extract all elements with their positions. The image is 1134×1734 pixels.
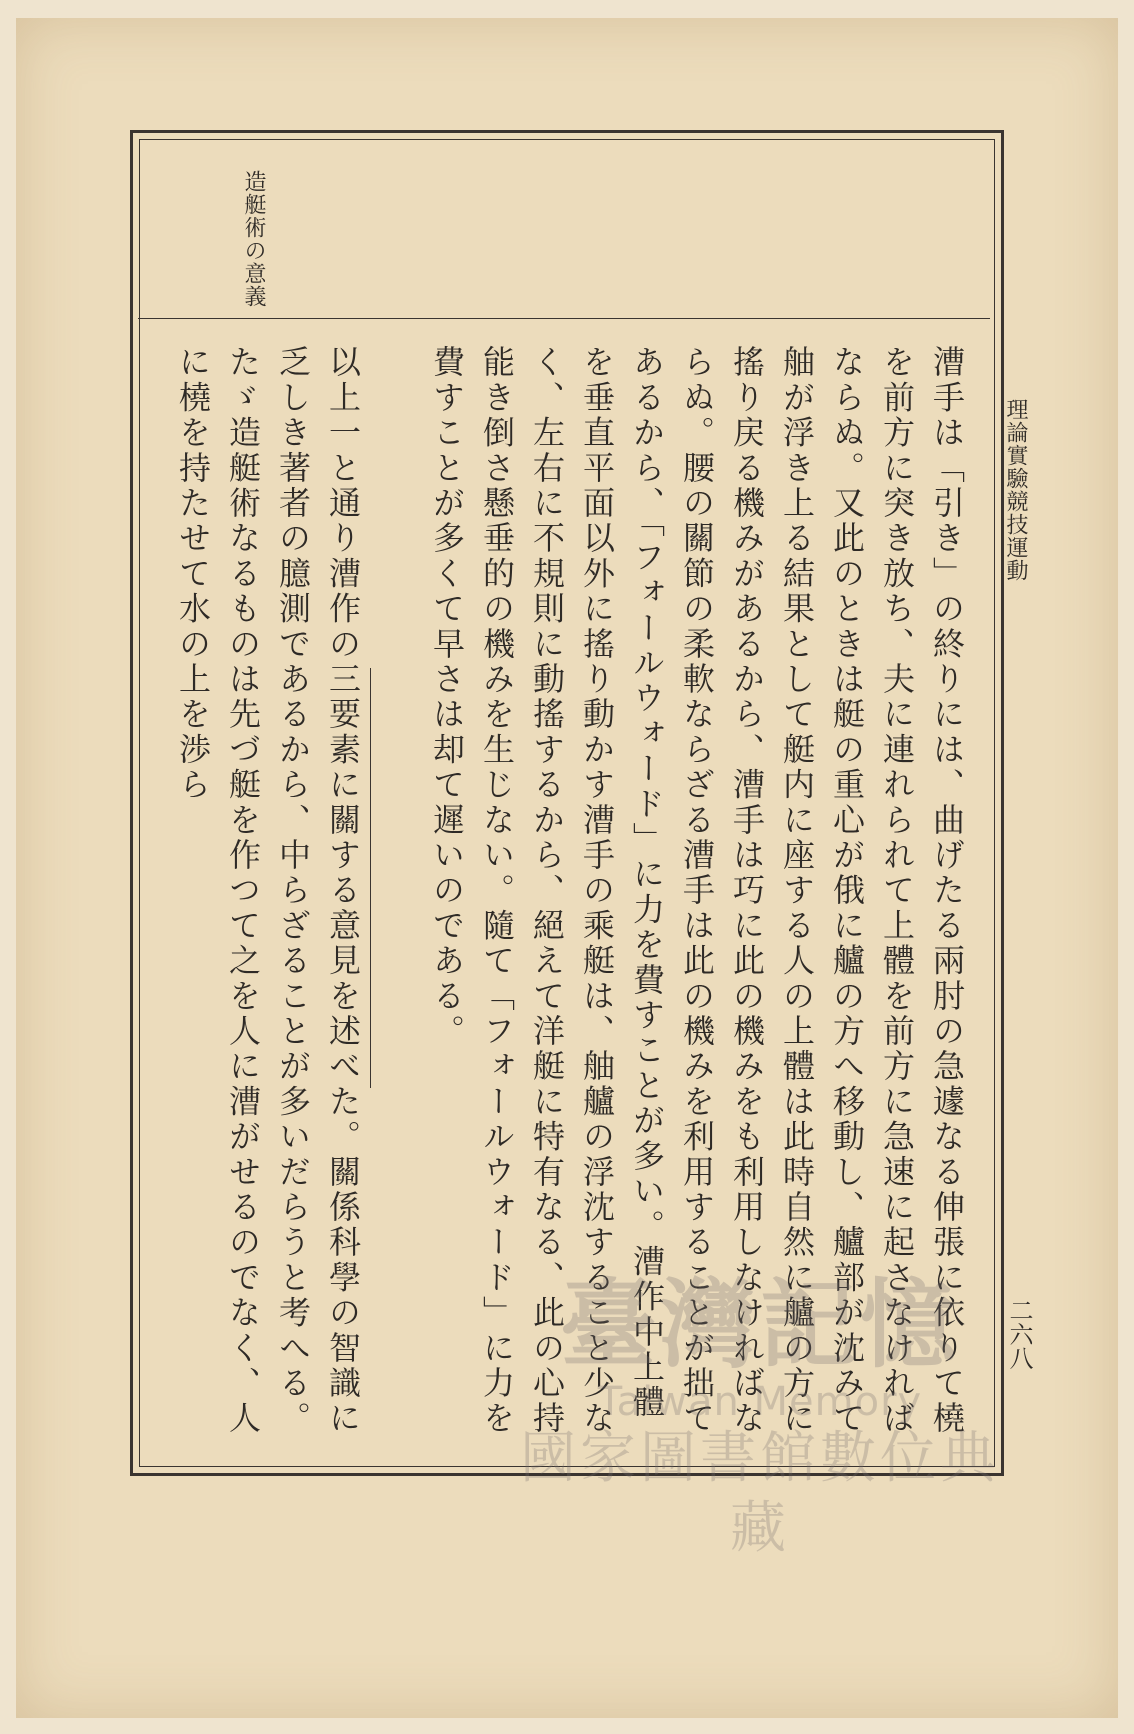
page-number: 二六八 — [1005, 1298, 1033, 1370]
watermark-english: Taiwan Memory — [597, 1379, 923, 1425]
watermark-main: 臺灣記憶 — [560, 1269, 960, 1381]
header-divider — [138, 318, 990, 319]
watermark — [500, 1269, 1020, 1561]
body-paragraph-2: 以上一と通り漕作の三要素に關する意見を述べた。關係科學の智識に乏しき著者の臆測であるから、中らざることが多いだらうと考へる。たゞ造艇術なるものは先づ艇を作つて之を人に漕がせるのでなく、人に橈を持たせて水の上を渉ら — [174, 345, 362, 1437]
section-rule — [370, 668, 371, 1088]
running-head: 造艇術の意義 — [241, 170, 266, 308]
side-title: 理論實驗競技運動 — [1003, 398, 1028, 582]
watermark-sub: 國家圖書館數位典藏 — [520, 1426, 1000, 1561]
body-paragraph-1: 漕手は「引き」の終りには、曲げたる兩肘の急遽なる伸張に依りて橈を前方に突き放ち、夫に連れられて上體を前方に急速に起さなければならぬ。又此のときは艇の重心が俄に艫の方へ移動し、艫部が沈みて舳が浮き上る結果として艇内に座する人の上體は此時自然に艫の方に搖り戻る機みがあるから、漕手は巧に此の機みをも利用しなければならぬ。腰の關節の柔軟ならざる漕手は此の機みを利用することが拙てあるから、「フォールウォード」に力を費すことが多い。漕作中上體を垂直平面以外に搖り動かす漕手の乘艇は、舳艫の浮沈すること少なく、左右に不規則に動搖するから、絕えて洋艇に特有なる、此の心持能き倒さ懸垂的の機みを生じない。隨て「フォールウォード」に力を費すことが多くて早さは却て遲いのである。 — [428, 345, 966, 1437]
